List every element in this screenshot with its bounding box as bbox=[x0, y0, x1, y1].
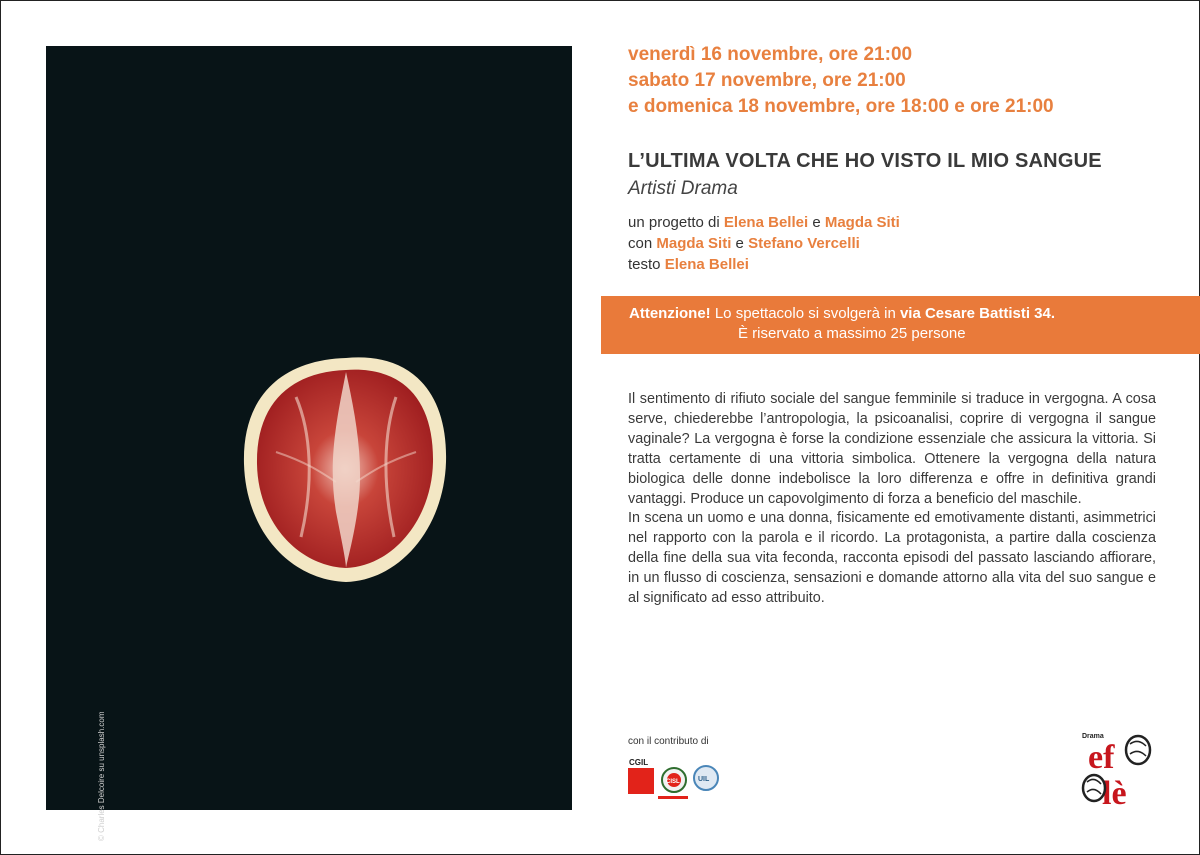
credits-line-project bbox=[628, 212, 900, 233]
notice-address: via Cesare Battisti 34. bbox=[899, 305, 1056, 322]
credit-name: Elena Bellei bbox=[664, 256, 749, 273]
efle-logo-top: Drama bbox=[1082, 733, 1104, 740]
date-line: venerdì 16 novembre, ore 21:00 bbox=[628, 44, 913, 65]
credit-name: Elena Bellei bbox=[723, 214, 809, 231]
efle-logo-le: lè bbox=[1102, 775, 1127, 810]
description-paragraph: In scena un uomo e una donna, fisicamente ed emotivamente distanti, asimmetrici nel rapporto con la parola e il ricordo. La protagonista, a partire dalla coscienza della fine della sua vita feconda, racconta episodi del passato lasciando affiorare, in un flusso di coscienza, sensazioni e domande attorno alla vita del suo sangue e al significato ad esso attribuito. bbox=[628, 510, 1156, 607]
show-title: L’ULTIMA VOLTA CHE HO VISTO IL MIO SANGUE bbox=[628, 150, 1102, 172]
contribution-label: con il contributo di bbox=[628, 736, 709, 747]
credit-join: e bbox=[812, 214, 821, 231]
union-logos bbox=[628, 756, 738, 806]
credit-name: Stefano Vercelli bbox=[748, 235, 860, 252]
uil-logo-text: UIL bbox=[698, 776, 710, 783]
efle-logo-ef: ef bbox=[1088, 739, 1115, 776]
cgil-logo-text: CGIL bbox=[629, 758, 649, 767]
company-name: Artisti Drama bbox=[628, 178, 738, 199]
logo-underline bbox=[658, 796, 688, 799]
cisl-logo bbox=[662, 768, 686, 792]
date-line: sabato 17 novembre, ore 21:00 bbox=[628, 70, 906, 91]
credit-name: Magda Siti bbox=[824, 214, 900, 231]
credits-line-text bbox=[628, 254, 900, 275]
credit-name: Magda Siti bbox=[656, 235, 732, 252]
credits-block bbox=[628, 212, 900, 275]
credit-label: un progetto di bbox=[628, 214, 720, 231]
notice-banner bbox=[601, 296, 1200, 354]
blood-orange-image bbox=[196, 312, 496, 592]
notice-line bbox=[601, 304, 1200, 324]
date-line: e domenica 18 novembre, ore 18:00 e ore 21:00 bbox=[628, 96, 1054, 117]
uil-logo bbox=[694, 766, 718, 790]
credit-label: con bbox=[628, 235, 653, 252]
credit-label: testo bbox=[628, 256, 661, 273]
event-dates bbox=[628, 42, 1054, 120]
photo-credit: © Charles Delcoire su unsplash.com bbox=[97, 711, 106, 841]
description-paragraph: Il sentimento di rifiuto sociale del sangue femminile si traduce in vergogna. A cosa serve, chiederebbe l’antropologia, la psicoanalisi, coprire di vergogna il sangue vaginale? La vergogna è forse la condizione essenziale che assicura la vittoria. Si tratta certamente di una vittoria simbolica. Ottenere la vergogna della natura biologica delle donne indebolisce la loro differenza e offre in definitiva grandi vantaggi. Produce un capovolgimento di forza a beneficio del maschile. bbox=[628, 391, 1156, 507]
notice-label: Attenzione! bbox=[629, 305, 711, 322]
description bbox=[628, 390, 1156, 609]
cisl-logo-text: CISL bbox=[666, 779, 680, 785]
efle-logo bbox=[1080, 728, 1160, 810]
notice-text: Lo spettacolo si svolgerà in bbox=[714, 305, 896, 322]
credits-line-cast bbox=[628, 233, 900, 254]
notice-line: È riservato a massimo 25 persone bbox=[738, 325, 966, 342]
credit-join: e bbox=[735, 235, 744, 252]
poster-photo bbox=[46, 46, 572, 841]
cgil-logo bbox=[628, 758, 654, 794]
